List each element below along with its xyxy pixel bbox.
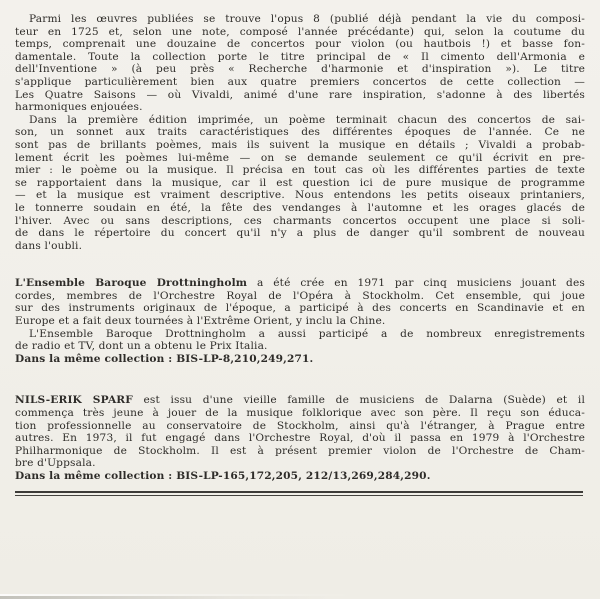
text-line: damentale. Toute la collection porte le titre principal de « Il cimento dell'Armonia e — [15, 50, 585, 63]
text-line: Les Quatre Saisons — où Vivaldi, animé d'une rare inspiration, s'adonne à des libertés — [15, 88, 585, 101]
text-line: se rapportaient dans la musique, car il est question ici de pure musique de programme — [15, 176, 585, 189]
paragraph-publication-opus8 — [15, 13, 585, 114]
artist-name-bold: NILS-ERIK SPARF — [15, 394, 133, 407]
text-line: sont pas de brillants poèmes, mais ils suivent la musique en détails ; Vivaldi a probab- — [15, 138, 585, 151]
text-line: Parmi les œuvres publiées se trouve l'opus 8 (publié déjà pendant la vie du composi- — [29, 13, 585, 25]
text-line: sur des instruments originaux de l'époque, a participé à des concerts en Scandinavie et en — [15, 302, 585, 315]
collection-reference-line: Dans la même collection : BIS-LP-165,172,205, 212/13,269,284,290. — [15, 470, 431, 482]
text-line: dans l'oubli. — [15, 239, 83, 252]
text-block — [15, 13, 585, 483]
paragraph-nils-erik-sparf — [15, 394, 585, 482]
text-line: Dans la première édition imprimée, un poème terminait chacun des concertos de sai- — [29, 113, 585, 126]
text-line: L'Ensemble Baroque Drottningholm a aussi participé a de nombreux enregistrements — [29, 327, 585, 340]
paragraph-ensemble-baroque — [15, 277, 585, 365]
text-line: commença très jeune à jouer de la musique folklorique avec son père. Il reçu son éduca- — [15, 407, 585, 420]
paragraph-premiere-edition — [15, 114, 585, 253]
text-line: Europe et a fait deux tournées à l'Extrême Orient, y inclu la Chine. — [15, 315, 386, 328]
ensemble-name-bold: L'Ensemble Baroque Drottningholm — [15, 277, 248, 290]
text-line: tion professionnelle au conservatoire de Stockholm, ainsi qu'à l'étranger, à Prague entre — [15, 419, 585, 432]
text-line — [15, 277, 585, 290]
text-line: autres. En 1973, il fut engagé dans l'Orchestre Royal, d'où il passa en 1979 à l'Orchestre — [15, 432, 585, 445]
collection-reference-line: Dans la même collection : BIS-LP-8,210,249,271. — [15, 352, 314, 365]
text-line: cordes, membres de l'Orchestre Royal de l'Opéra à Stockholm. Cet ensemble, qui joue — [15, 289, 585, 302]
text-line: teur en 1725 et, selon une note, composé l'année précédante) qui, selon la coutume du — [15, 25, 585, 38]
text-line: harmoniques enjouées. — [15, 101, 143, 114]
text-line: temps, comprenait une douzaine de concertos pour violon (ou hautbois !) et basse fon- — [15, 38, 585, 51]
text-line: Philharmonique de Stockholm. Il est à présent premier violon de l'Orchestre de Cham- — [15, 444, 585, 457]
text-line — [15, 394, 585, 407]
text-span: a été crée en 1971 par cinq musiciens jouant des — [247, 277, 585, 290]
text-line: dell'Inventione » (à peu près « Recherche d'harmonie et d'inspiration »). Le titre — [15, 63, 585, 76]
text-line: s'applique particulièrement bien aux quatre premiers concertos de cette collection — — [15, 75, 585, 88]
text-line: le tonnerre soudain en été, la fête des vendanges à l'automne et les orages glacés de — [15, 201, 585, 214]
text-line: de dans le répertoire du concert qu'il n'y a plus de danger qu'il sombrent de nouveau — [15, 227, 585, 240]
text-line: bre d'Uppsala. — [15, 457, 96, 470]
text-line: l'hiver. Avec ou sans descriptions, ces charmants concertos occupent une place si soli- — [15, 214, 585, 227]
text-span: est issu d'une vieille famille de musiciens de Dalarna (Suède) et il — [132, 394, 585, 407]
text-line: de radio et TV, dont un a obtenu le Prix Italia. — [15, 340, 268, 353]
separator-rule — [15, 491, 583, 496]
text-line: mier : le poème ou la musique. Il précisa en tout cas où les différentes parties de texte — [15, 164, 585, 177]
text-line: son, un sonnet aux traits caractéristiques des différentes époques de l'année. Ce ne — [15, 126, 585, 139]
text-line: — et la musique est vraiment descriptive. Nous entendons les petits oiseaux printaniers, — [15, 189, 585, 202]
text-line: lement écrit les poèmes lui-même — on se demande seulement ce qu'il écrivit en pre- — [15, 151, 585, 164]
